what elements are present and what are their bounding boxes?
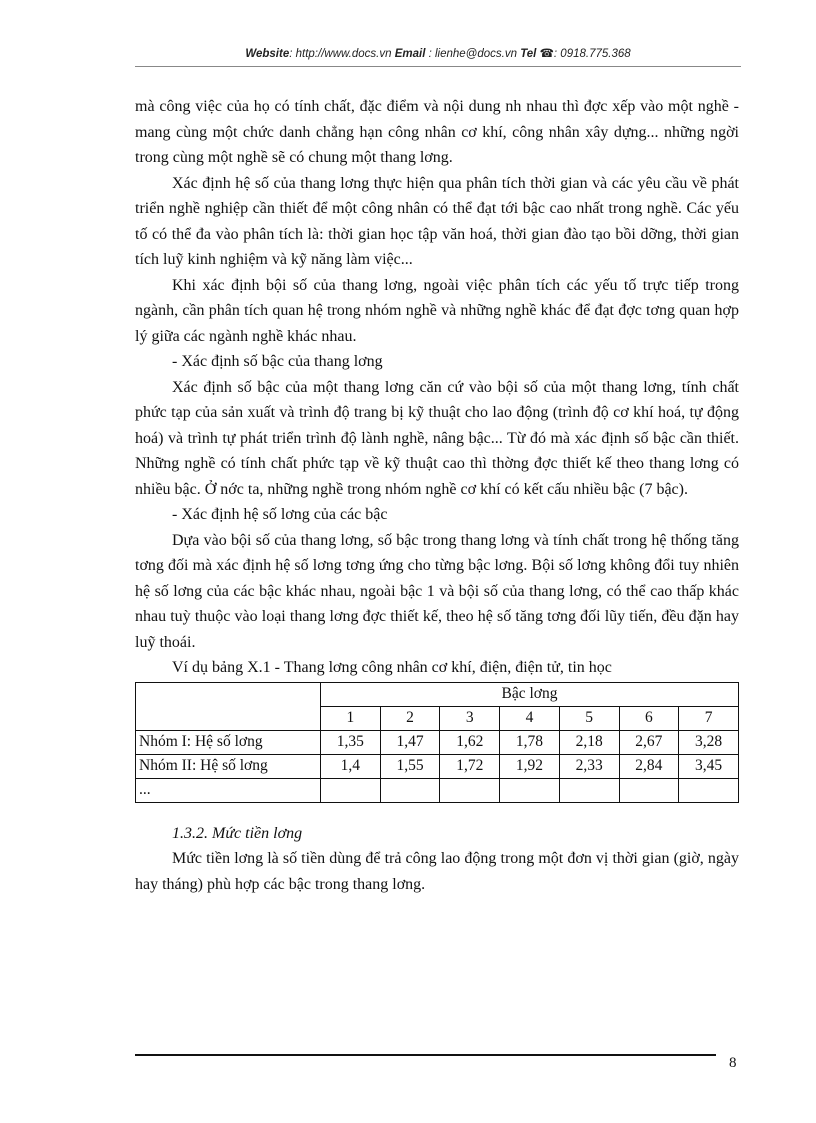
- page-header: [135, 46, 741, 60]
- table-cell: 1,55: [380, 754, 440, 778]
- website-label: Website: [245, 48, 290, 60]
- table-row: [136, 778, 739, 802]
- table-cell: [321, 778, 381, 802]
- email-value: : lienhe@docs.vn: [428, 48, 517, 60]
- table-cell: 2,18: [559, 730, 619, 754]
- footer-divider: [135, 1054, 716, 1056]
- column-header: 4: [500, 706, 560, 730]
- row-label: Nhóm II: Hệ số lơng: [136, 754, 321, 778]
- salary-scale-table: [135, 682, 739, 803]
- paragraph-1: mà công việc của họ có tính chất, đặc điểm và nội dung nh nhau thì đợc xếp vào một nghề - mang cùng một chức danh chẳng hạn công nhân cơ khí, công nhân xây dựng... những ngời trong cùng một nghề sẽ có chung một thang lơng.: [135, 98, 739, 166]
- table-caption: Ví dụ bảng X.1 - Thang lơng công nhân cơ khí, điện, điện tử, tin học: [172, 659, 612, 676]
- table-header-row: [136, 682, 739, 706]
- table-cell: 3,45: [679, 754, 739, 778]
- table-cell: 1,62: [440, 730, 500, 754]
- group-header-cell: Bậc lơng: [321, 682, 739, 706]
- email-label: Email: [394, 48, 426, 60]
- table-cell: 1,92: [500, 754, 560, 778]
- subheading-he-so: - Xác định hệ số lơng của các bậc: [172, 506, 388, 523]
- row-label: ...: [136, 778, 321, 802]
- table-cell: 2,33: [559, 754, 619, 778]
- paragraph-8: Mức tiền lơng là số tiền dùng để trả công lao động trong một đơn vị thời gian (giờ, ngày hay tháng) phù hợp các bậc trong thang lơng.: [135, 850, 739, 893]
- table-cell: 1,35: [321, 730, 381, 754]
- row-label: Nhóm I: Hệ số lơng: [136, 730, 321, 754]
- paragraph-2: Xác định hệ số của thang lơng thực hiện qua phân tích thời gian và các yêu cầu về phát triển nghề nghiệp cần thiết để một công nhân có thể đạt tới bậc cao nhất trong nghề. Các yếu tố có thể đa vào phân tích là: thời gian học tập văn hoá, thời gian đào tạo bồi dỡng, thời gian tích luỹ kinh nghiệm và kỹ năng làm việc...: [135, 174, 739, 268]
- table-cell: [619, 778, 679, 802]
- table-cell: 1,47: [380, 730, 440, 754]
- column-header: 5: [559, 706, 619, 730]
- document-body: [135, 94, 739, 897]
- column-header: 2: [380, 706, 440, 730]
- table-row: [136, 754, 739, 778]
- table-cell: [559, 778, 619, 802]
- column-header: 6: [619, 706, 679, 730]
- tel-label: Tel: [520, 48, 537, 60]
- table-cell: 1,78: [500, 730, 560, 754]
- page-number: 8: [729, 1055, 737, 1071]
- table-corner-cell: [136, 682, 321, 730]
- header-divider: [135, 66, 741, 67]
- column-header: 1: [321, 706, 381, 730]
- subheading-so-bac: - Xác định số bậc của thang lơng: [172, 353, 383, 370]
- column-header: 3: [440, 706, 500, 730]
- table-cell: 1,4: [321, 754, 381, 778]
- paragraph-7: Dựa vào bội số của thang lơng, số bậc trong thang lơng và tính chất trong hệ thống tăng tơng đối mà xác định hệ số lơng tơng ứng cho từng bậc lơng. Bội số lơng không đổi tuy nhiên hệ số lơng của các bậc khác nhau, ngoài bậc 1 và bội số của thang lơng, có thể cao thấp khác nhau tuỳ thuộc vào loại thang lơng đợc thiết kế, theo hệ số tăng tơng đối lũy tiến, đều đặn hay luỹ thoái.: [135, 531, 739, 651]
- table-row: [136, 730, 739, 754]
- section-title: 1.3.2. Mức tiền lơng: [172, 824, 303, 842]
- tel-value: ☎: 0918.775.368: [539, 48, 631, 60]
- table-cell: 3,28: [679, 730, 739, 754]
- table-cell: 2,67: [619, 730, 679, 754]
- table-cell: [440, 778, 500, 802]
- table-cell: [500, 778, 560, 802]
- paragraph-5: Xác định số bậc của một thang lơng căn cứ vào bội số của một thang lơng, tính chất phức tạp của sản xuất và trình độ trang bị kỹ thuật cho lao động (trình độ cơ khí hoá, tự động hoá) và trình tự phát triển trình độ lành nghề, nâng bậc... Từ đó mà xác định số bậc cần thiết. Những nghề có tính chất phức tạp về kỹ thuật cao thì thờng đợc thiết kế theo thang lơng có nhiều bậc. Ở nớc ta, những nghề trong nhóm nghề cơ khí có kết cấu nhiều bậc (7 bậc).: [135, 378, 739, 498]
- website-value: : http://www.docs.vn: [289, 48, 392, 60]
- paragraph-3: Khi xác định bội số của thang lơng, ngoài việc phân tích các yếu tố trực tiếp trong ngành, cần phân tích quan hệ trong nhóm nghề và những nghề khác để đạt đợc tơng quan hợp lý giữa các ngành nghề khác nhau.: [135, 276, 739, 345]
- column-header: 7: [679, 706, 739, 730]
- table-cell: 1,72: [440, 754, 500, 778]
- table-cell: 2,84: [619, 754, 679, 778]
- table-cell: [380, 778, 440, 802]
- table-cell: [679, 778, 739, 802]
